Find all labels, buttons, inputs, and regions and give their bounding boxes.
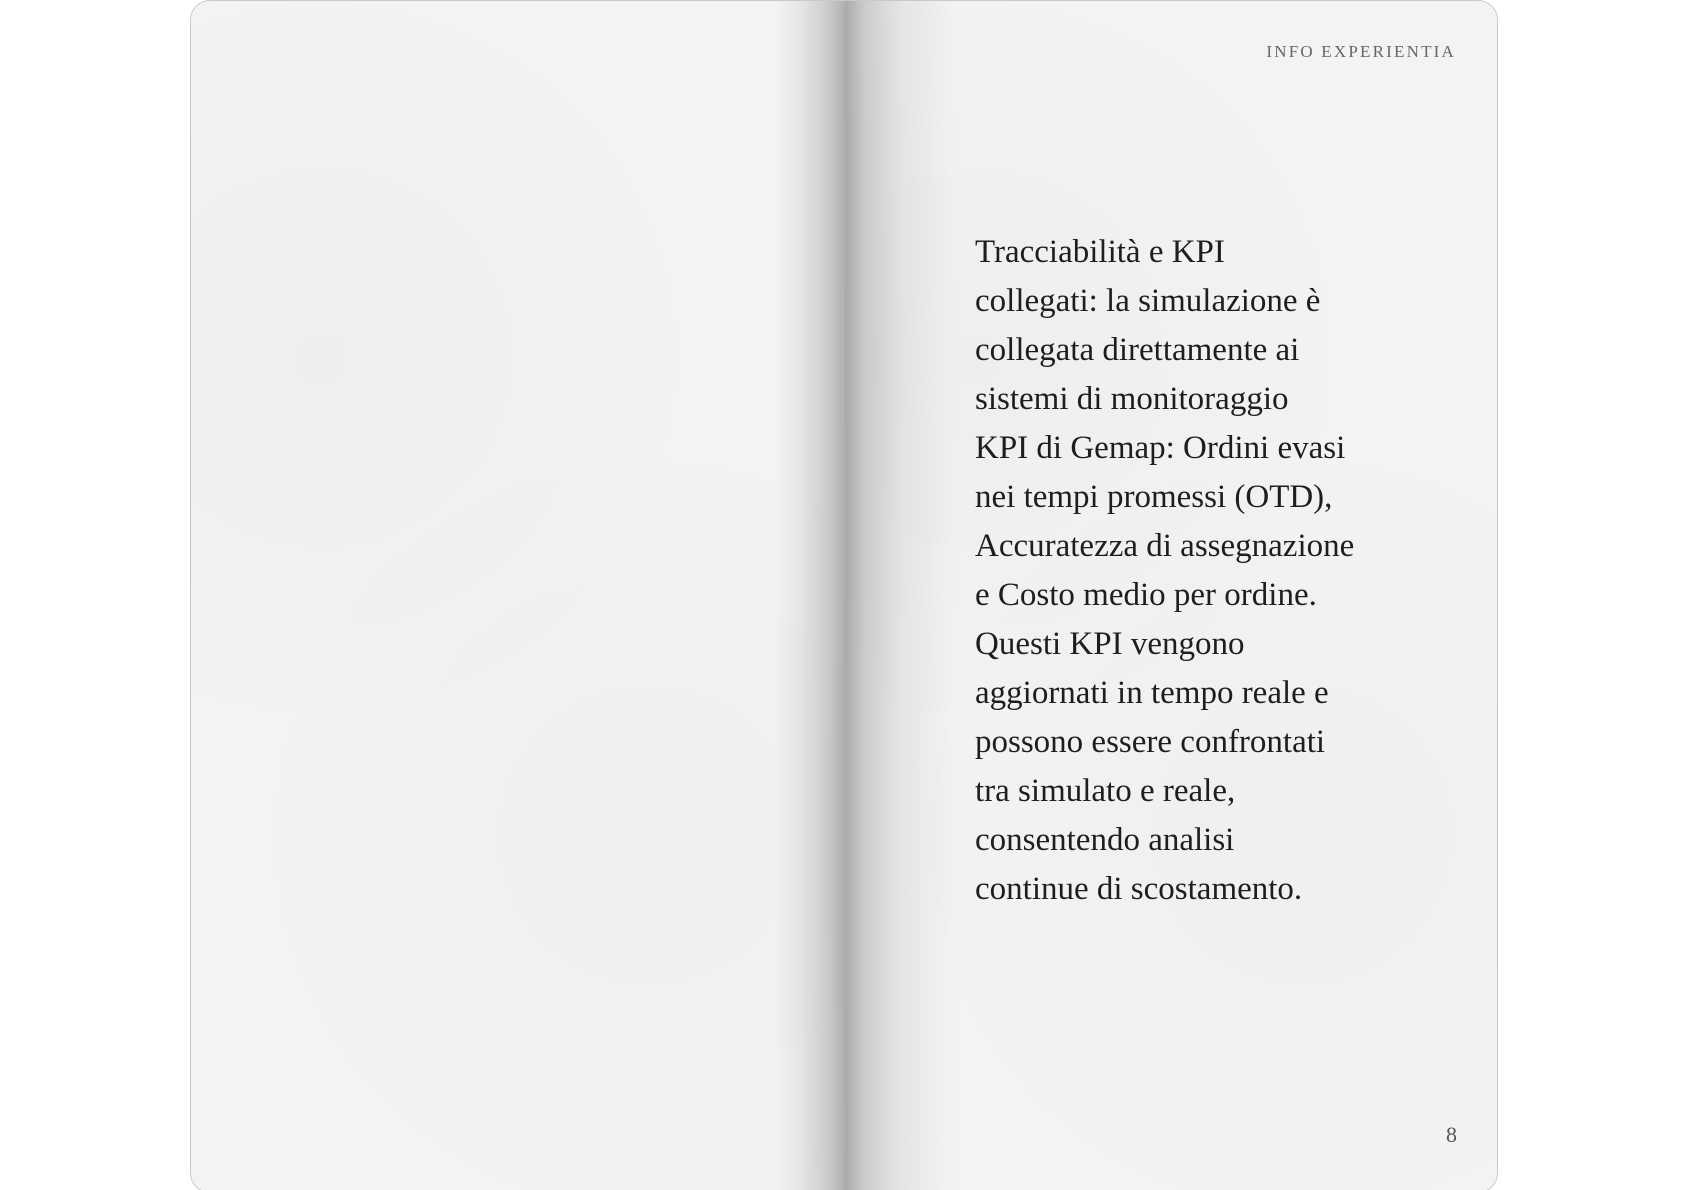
open-book [190, 0, 1498, 1190]
text-line: possono essere confrontati [975, 724, 1326, 760]
running-head: INFO EXPERIENTIA [1266, 42, 1456, 61]
text-line: nei tempi promessi (OTD), [975, 479, 1333, 515]
text-line: e Costo medio per ordine. [975, 577, 1317, 613]
text-line: tra simulato e reale, [975, 773, 1236, 809]
text-line: collegata direttamente ai [975, 332, 1300, 368]
gutter-shadow-left [775, 1, 845, 1190]
text-line: Accuratezza di assegnazione [975, 528, 1355, 564]
left-page[interactable] [191, 1, 845, 1190]
gutter-shadow-right [845, 1, 955, 1190]
text-line: aggiornati in tempo reale e [975, 675, 1329, 711]
text-line: continue di scostamento. [975, 871, 1303, 907]
text-line: KPI di Gemap: Ordini evasi [975, 430, 1346, 466]
text-line: collegati: la simulazione è [975, 283, 1321, 319]
right-page[interactable] [845, 1, 1498, 1190]
text-line: Tracciabilità e KPI [975, 234, 1225, 270]
text-line: Questi KPI vengono [975, 626, 1245, 662]
text-line: consentendo analisi [975, 822, 1235, 858]
text-line: sistemi di monitoraggio [975, 381, 1289, 417]
page-number: 8 [1446, 1122, 1457, 1147]
page-body-text [975, 228, 1415, 914]
